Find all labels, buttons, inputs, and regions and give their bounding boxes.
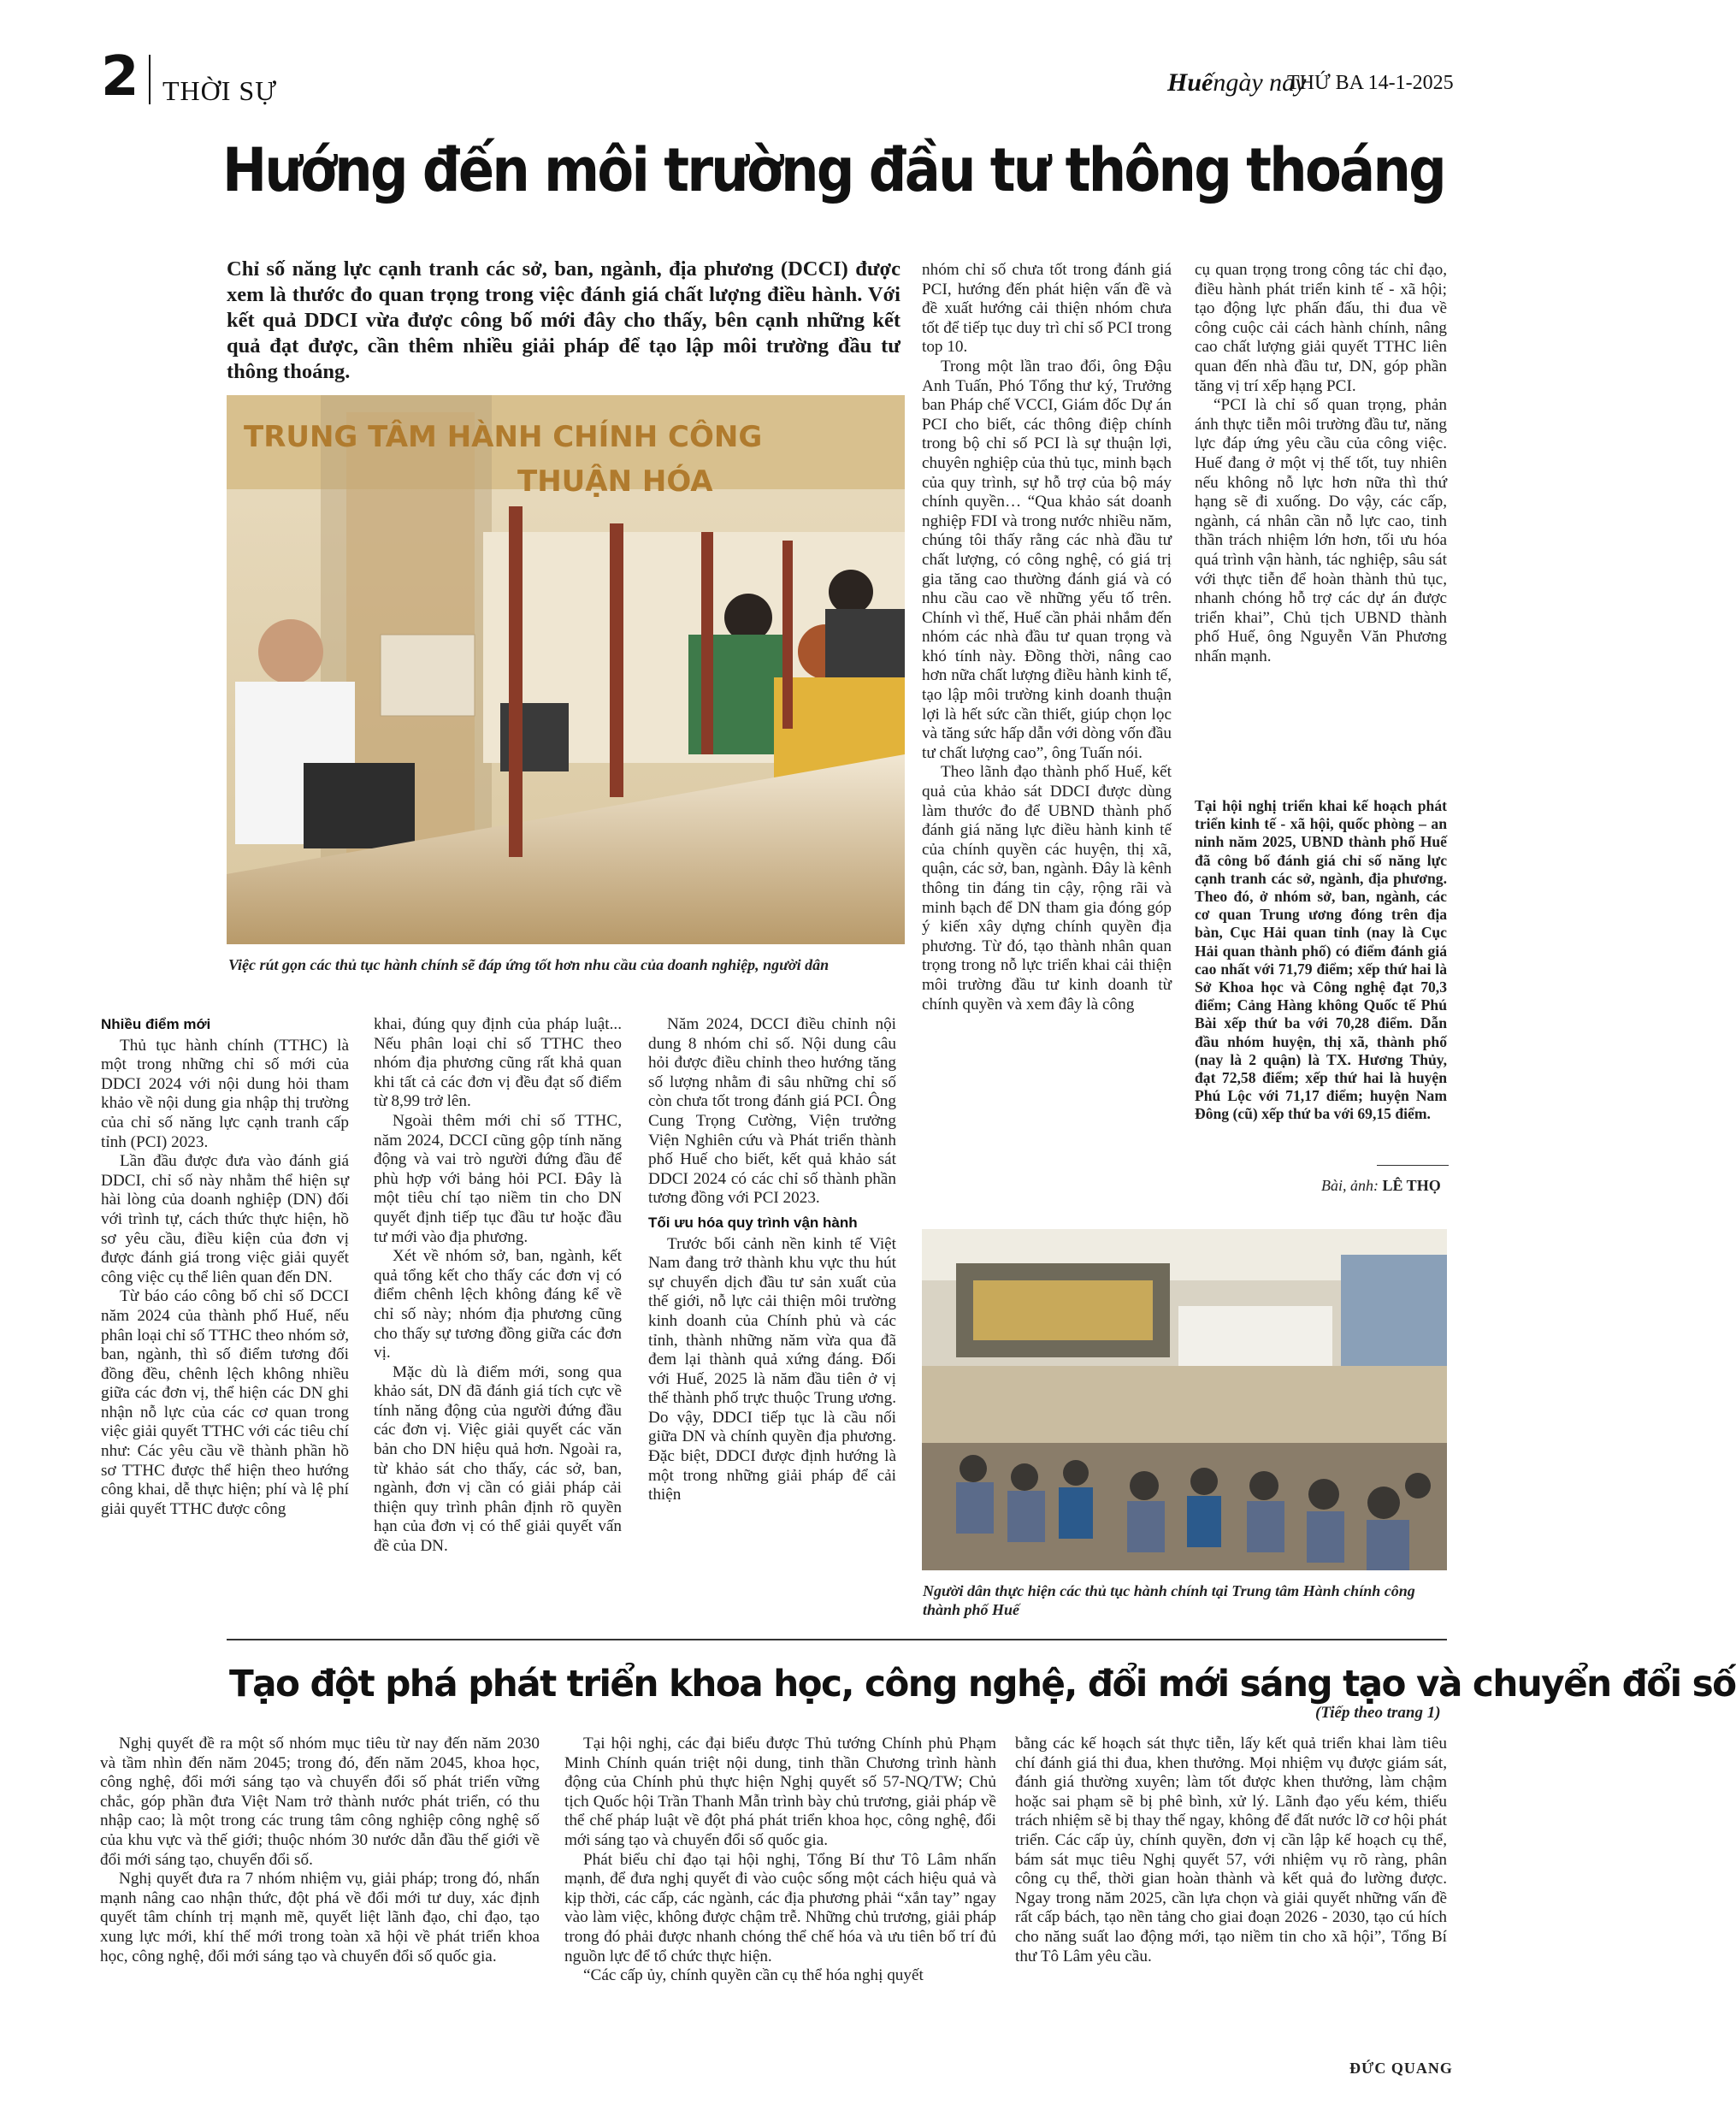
- photo1-caption: Việc rút gọn các thủ tục hành chính sẽ đáp ứng tốt hơn nhu cầu của doanh nghiệp, người dân: [228, 956, 830, 973]
- highlight-box: [1195, 797, 1447, 1124]
- paragraph: Từ báo cáo công bố chỉ số DCCI năm 2024 của thành phố Huế, nếu phân loại chỉ số TTHC theo nhóm sở, ban, ngành, thì số điểm tương đối đồng đều, chênh lệch không nhiều giữa các đơn vị, thể hiện các DN ghi nhận nỗ lực của các cơ quan trong việc giải quyết TTHC với các tiêu chí như: Các yêu cầu về thành phần hồ sơ TTHC được thể hiện theo hướng công khai, dễ thực hiện; phí và lệ phí giải quyết TTHC được công: [101, 1287, 349, 1518]
- photo2-caption: Người dân thực hiện các thủ tục hành chính tại Trung tâm Hành chính công thành phố Huế: [923, 1582, 1415, 1618]
- article2-title: Tạo đột phá phát triển khoa học, công nghệ, đổi mới sáng tạo và chuyển đổi số: [229, 1663, 1736, 1705]
- logo-part-2: ngày nay: [1213, 68, 1307, 97]
- article2-column-1: [100, 1735, 540, 1966]
- paragraph: Lần đầu được đưa vào đánh giá DDCI, chỉ số này nhằm thể hiện sự hài lòng của doanh nghiệp (DN) đối với trình tự, cách thức thực hiện, hồ sơ yêu cầu, điều kiện của đơn vị được đánh giá trong việc giải quyết công việc cụ thể liên quan đến DN.: [101, 1152, 349, 1286]
- byline-label: Bài, ảnh:: [1321, 1177, 1379, 1194]
- section-label: THỜI SỰ: [162, 75, 278, 106]
- paragraph: “PCI là chỉ số quan trọng, phản ánh thực tiễn môi trường đầu tư, năng lực đáp ứng yêu cầu của công việc. Huế đang ở một vị thế tốt, tuy nhiên nếu không nỗ lực hơn nữa thì thứ hạng sẽ đi xuống. Do vậy, các cấp, ngành, cá nhân cần nỗ lực cao, tinh thần trách nhiệm lớn hơn, tối ưu hóa quá trình vận hành, tác nghiệp, sâu sát với thực tiễn để hoàn thành thủ tục, nhanh chóng hỗ trợ các dự án được triển khai”, Chủ tịch UBND thành phố Huế, ông Nguyễn Văn Phương nhấn mạnh.: [1195, 396, 1447, 665]
- sign-line-2: THUẬN HÓA: [517, 464, 713, 499]
- paragraph: cụ quan trọng trong công tác chỉ đạo, điều hành phát triển kinh tế - xã hội; tạo động lực phấn đấu, thi đua về công cuộc cải cách hành chính, nâng cao chất lượng giải quyết TTHC liên quan đến nhà đầu tư, DN, góp phần tăng vị trí xếp hạng PCI.: [1195, 261, 1447, 395]
- paragraph: “Các cấp ủy, chính quyền cần cụ thể hóa nghị quyết: [583, 1966, 924, 1985]
- header-divider: [149, 55, 151, 104]
- paragraph: Nghị quyết đề ra một số nhóm mục tiêu từ nay đến năm 2030 và tầm nhìn đến năm 2045; trong đó, đến năm 2045, khoa học, công nghệ, đổi mới sáng tạo và chuyển đổi số phát triển vững chắc, góp phần đưa Việt Nam trở thành nước phát triển, có thu nhập cao; là một trong các trung tâm công nghiệp công nghệ số của khu vực và thế giới; thuộc nhóm 30 nước dẫn đầu thế giới về đổi mới sáng tạo, chuyển đổi số.: [100, 1735, 540, 1869]
- issue-date: THỨ BA 14-1-2025: [1287, 72, 1454, 94]
- article-title: Hướng đến môi trường đầu tư thông thoáng: [222, 135, 1445, 205]
- article-separator: [227, 1639, 1447, 1640]
- paragraph: nhóm chỉ số chưa tốt trong đánh giá PCI, hướng đến phát hiện vấn đề và đề xuất hướng cải thiện nhóm chưa tốt để tiếp tục duy trì chỉ số PCI trong top 10.: [922, 261, 1172, 357]
- paragraph: Theo lãnh đạo thành phố Huế, kết quả của khảo sát DDCI được dùng làm thước đo để UBND thành phố đánh giá năng lực điều hành kinh tế của chính quyền các huyện, thị xã, quận, các sở, ban, ngành. Đây là kênh thông tin đáng tin cậy, rộng rãi và minh bạch để DN tham gia đóng góp ý kiến xây dựng chính quyền địa phương. Từ đó, tạo thành nhân quan trọng trong nỗ lực triển khai cải thiện môi trường đầu tư kinh doanh từ chính quyền và xem đây là công: [922, 763, 1172, 1014]
- subheading-new-points: Nhiều điểm mới: [101, 1016, 211, 1032]
- byline-author: LÊ THỌ: [1382, 1177, 1441, 1194]
- article1-column-b: [374, 1015, 622, 1557]
- paragraph: Nghị quyết đưa ra 7 nhóm nhiệm vụ, giải pháp; trong đó, nhấn mạnh nâng cao nhận thức, đột phá về đổi mới tư duy, xác định quyết tâm chính trị mạnh mẽ, quyết liệt lãnh đạo, chỉ đạo, tạo xung lực mới, khí thế mới trong toàn xã hội về phát triển khoa học, công nghệ, đổi mới sáng tạo và chuyển đổi số quốc gia.: [100, 1870, 540, 1965]
- subheading-optimize: Tối ưu hóa quy trình vận hành: [648, 1214, 858, 1231]
- article1-column-c: [648, 1015, 896, 1505]
- newspaper-logo: [1167, 68, 1306, 98]
- article2-column-3: [1015, 1735, 1447, 1966]
- paragraph: Tại hội nghị, các đại biểu được Thủ tướng Chính phủ Phạm Minh Chính quán triệt nội dung, tinh thần Chương trình hành động của Chính phủ thực hiện Nghị quyết số 57-NQ/TW; Chủ tịch Quốc hội Trần Thanh Mẫn trình bày chủ trương, giải pháp về thể chế pháp luật về đột phá phát triển khoa học, công nghệ, đổi mới sáng tạo và chuyển đổi số quốc gia.: [564, 1735, 996, 1849]
- paragraph: khai, đúng quy định của pháp luật... Nếu phân loại chỉ số TTHC theo nhóm địa phương cũng rất khả quan khi tất cả các đơn vị đều đạt số điểm từ 8,99 trở lên.: [374, 1015, 622, 1111]
- photo-service-counter: [227, 395, 905, 944]
- article2-column-2: [564, 1735, 996, 1986]
- article1-column-e: [1195, 261, 1447, 666]
- byline-rule: [1377, 1165, 1449, 1166]
- paragraph: Năm 2024, DCCI điều chỉnh nội dung 8 nhóm chỉ số. Nội dung câu hỏi được điều chỉnh theo hướng tăng số lượng nhằm đi sâu những chỉ số còn chưa tốt trong đánh giá PCI. Ông Cung Trọng Cường, Viện trưởng Viện Nghiên cứu và Phát triển thành phố Huế cho biết, kết quả khảo sát DDCI 2024 có các chỉ số thành phần tương đồng với PCI 2023.: [648, 1015, 896, 1208]
- article1-column-d: [922, 261, 1172, 1014]
- paragraph: Trong một lần trao đổi, ông Đậu Anh Tuấn, Phó Tổng thư ký, Trưởng ban Pháp chế VCCI, Giám đốc Dự án PCI cho biết, các thông điệp chính trong bộ chỉ số PCI là sự thuận lợi, chuyên nghiệp của thủ tục, minh bạch của quy trình, sự hỗ trợ của bộ máy chính quyền… “Qua khảo sát doanh nghiệp FDI và trong nước nhiều năm, chúng tôi thấy rằng các nhà đầu tư chất lượng, có công nghệ, có giá trị gia tăng cao thường đánh giá và có nhu cầu cao về những yếu tố trên. Chính vì thế, Huế cần phải nhắm đến nhóm các nhà đầu tư quan trọng và khó tính này. Đồng thời, nâng cao hơn nữa chất lượng điều hành kinh tế, tạo lập môi trường kinh doanh thuận lợi là hết sức cần thiết, giúp chọn lọc và tăng sức hấp dẫn với dòng vốn đầu tư chất lượng cao”, ông Tuấn nói.: [922, 357, 1172, 762]
- page-number: 2: [101, 45, 139, 109]
- paragraph: Thủ tục hành chính (TTHC) là một trong những chỉ số mới của DDCI 2024 với nội dung hỏi tham khảo về nội dung gia nhập thị trường của chỉ số năng lực cạnh tranh cấp tỉnh (PCI) 2023.: [101, 1036, 349, 1151]
- photo-public-service-center: [922, 1229, 1447, 1570]
- logo-part-1: Huế: [1167, 68, 1213, 97]
- paragraph: Xét về nhóm sở, ban, ngành, kết quả tổng kết cho thấy các đơn vị có điểm chênh lệch không đáng kể về chỉ số này; nhóm địa phương cũng cho thấy sự tương đồng giữa các đơn vị.: [374, 1247, 622, 1362]
- photo-service-counter-illustration: [227, 395, 905, 944]
- continued-note: (Tiếp theo trang 1): [1315, 1704, 1441, 1722]
- sign-line-1: TRUNG TÂM HÀNH CHÍNH CÔNG: [244, 420, 763, 454]
- paragraph: Ngoài thêm mới chỉ số TTHC, năm 2024, DCCI cũng gộp tính năng động và vai trò người đứng đầu để phù hợp với bảng hỏi PCI. Đây là một tiêu chí tạo niềm tin cho DN quyết định tiếp tục đầu tư hoặc đầu tư mới vào địa phương.: [374, 1111, 622, 1246]
- photo-public-service-center-illustration: [922, 1229, 1447, 1570]
- highlight-text: Tại hội nghị triển khai kế hoạch phát triển kinh tế - xã hội, quốc phòng – an ninh năm 2025, UBND thành phố Huế đã công bố đánh giá chỉ số năng lực cạnh tranh các sở, ngành, địa phương. Theo đó, ở nhóm sở, ban, ngành, các cơ quan Trung ương đóng trên địa bàn, Cục Hải quan tỉnh (nay là Cục Hải quan thành phố) có điểm đánh giá cao nhất với 71,79 điểm; xếp thứ hai là Sở Khoa học và Công nghệ đạt 70,3 điểm; Cảng Hàng không Quốc tế Phú Bài xếp thứ ba với 70,28 điểm. Dẫn đầu nhóm huyện, thị xã, thành phố (nay là 2 quận) là TX. Hương Thủy, đạt 72,58 điểm; xếp thứ hai là huyện Phú Lộc với 71,17 điểm; huyện Nam Đông (cũ) xếp thứ ba với 69,15 điểm.: [1195, 797, 1447, 1123]
- article-lead: Chỉ số năng lực cạnh tranh các sở, ban, ngành, địa phương (DCCI) được xem là thước đo quan trọng trong việc đánh giá chất lượng điều hành. Với kết quả DDCI vừa được công bố mới đây cho thấy, bên cạnh những kết quả đạt được, cần thêm nhiều giải pháp để tạo lập môi trường đầu tư thông thoáng.: [227, 257, 900, 383]
- paragraph: bằng các kế hoạch sát thực tiễn, lấy kết quả triển khai làm tiêu chí đánh giá thi đua, khen thưởng. Mọi nhiệm vụ được giám sát, đánh giá thường xuyên; làm tốt được khen thưởng, làm chậm hoặc sai phạm sẽ bị phê bình, xử lý. Lãnh đạo yếu kém, thiếu trách nhiệm sẽ bị thay thế ngay, không để đất nước lỡ cơ hội phát triển. Các cấp ủy, chính quyền, đơn vị cần lập kế hoạch cụ thể, bám sát mục tiêu Nghị quyết 57, với nhiệm vụ rõ ràng, phân công cụ thể, thời gian hoàn thành và kết quả đo lường được. Ngay trong năm 2025, cần lựa chọn và giải quyết những vấn đề rất cấp bách, tạo nền tảng cho giai đoạn 2026 - 2030, tạo cú hích cho năng suất lao động mới, tạo niềm tin cho xã hội”, Tổng Bí thư Tô Lâm yêu cầu.: [1015, 1735, 1447, 1965]
- article1-column-a: [101, 1015, 349, 1519]
- article2-author: ĐỨC QUANG: [1349, 2060, 1453, 2077]
- paragraph: Mặc dù là điểm mới, song qua khảo sát, DN đã đánh giá tích cực về tính năng động của người đứng đầu các đơn vị. Việc giải quyết các văn bản cho DN hiệu quả hơn. Ngoài ra, từ khảo sát cho thấy, các sở, ban, ngành, đơn vị cần có giải pháp cải thiện quy trình phân định rõ quyền hạn của đơn vị có thể giải quyết vấn đề của DN.: [374, 1362, 622, 1556]
- paragraph: Phát biểu chỉ đạo tại hội nghị, Tổng Bí thư Tô Lâm nhấn mạnh, để đưa nghị quyết đi vào cuộc sống một cách hiệu quả và kịp thời, các cấp, các ngành, các địa phương phải “xắn tay” ngay vào làm việc, không được chậm trễ. Những chủ trương, giải pháp trong đó phải được nhanh chóng thể chế hóa và ưu tiên bố trí đủ nguồn lực để tổ chức thực hiện.: [564, 1850, 996, 1965]
- paragraph: Trước bối cảnh nền kinh tế Việt Nam đang trở thành khu vực thu hút sự chuyển dịch đầu tư sản xuất của thế giới, nỗ lực cải thiện môi trường kinh doanh của Chính phủ và các tỉnh, thành những năm vừa qua đã đem lại thành quả xứng đáng. Đối với Huế, 2025 là năm đầu tiên ở vị thế thành phố trực thuộc Trung ương. Do vậy, DDCI tiếp tục là cầu nối giữa DN và chính quyền địa phương. Đặc biệt, DDCI được định hướng là một trong những giải pháp để cải thiện: [648, 1234, 896, 1504]
- byline: [1321, 1177, 1441, 1195]
